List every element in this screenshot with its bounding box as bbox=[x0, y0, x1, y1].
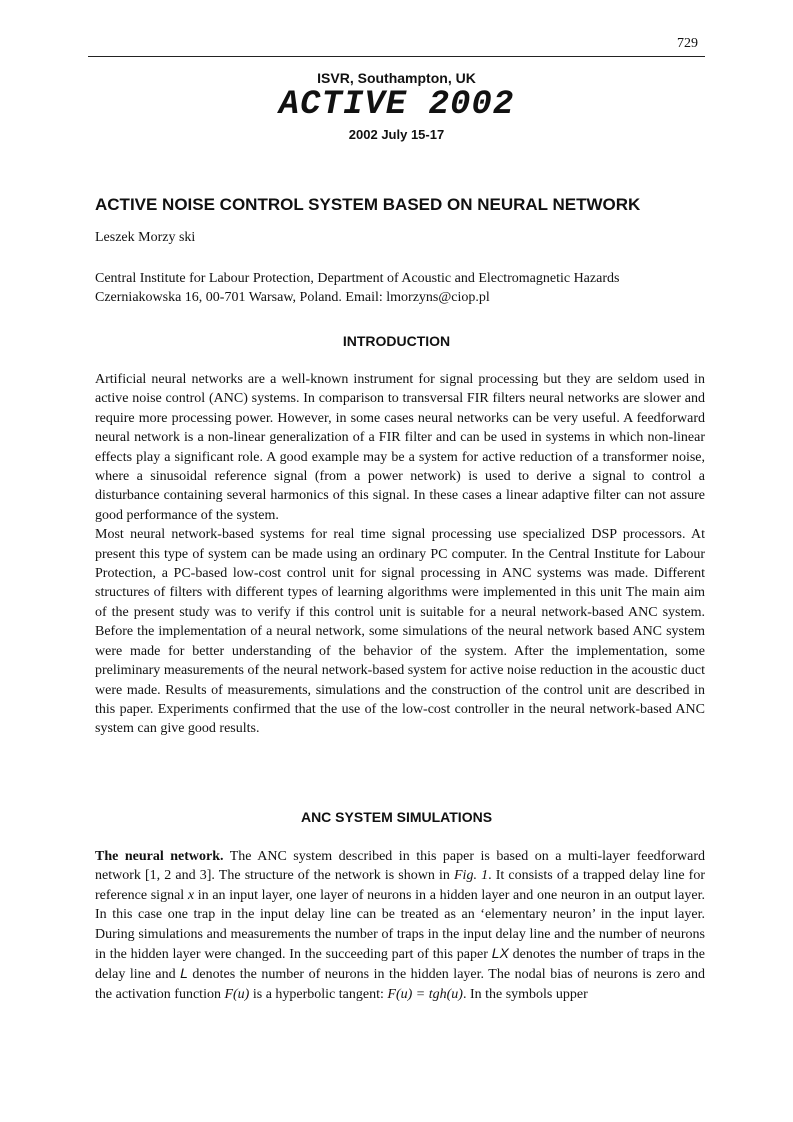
page-number: 729 bbox=[677, 36, 698, 51]
author-name: Leszek Morzy ski bbox=[95, 230, 196, 245]
run-in-heading: The neural network. bbox=[95, 849, 224, 864]
affiliation bbox=[95, 269, 705, 307]
conference-dates: 2002 July 15-17 bbox=[348, 127, 445, 142]
paper-title: ACTIVE NOISE CONTROL SYSTEM BASED ON NEURAL NETWORK bbox=[95, 195, 641, 214]
text-segment: in an input layer, one layer of neurons in a hidden layer and one neuron in an output layer. In this case one trap in the input delay line can be treated as an ‘elementary neuron’ in the input layer. During simulations and measurements the number of traps in the input delay line and the number of neurons in the hidden layer were changed. In the succeeding part of this paper bbox=[95, 887, 706, 963]
symbol-l: L bbox=[180, 965, 188, 982]
conference-name: ACTIVE 2002 bbox=[278, 86, 515, 124]
text-segment: denotes the number of neurons in the hidden layer. The nodal bias of neurons is zero and the activation function bbox=[95, 967, 705, 1002]
affiliation-line-1: Central Institute for Labour Protection, Department of Acoustic and Electromagnetic Hazards bbox=[95, 271, 620, 286]
text-segment: . In the symbols upper bbox=[462, 986, 588, 1002]
affiliation-line-2: Czerniakowska 16, 00-701 Warsaw, Poland. Email: lmorzyns@ciop.pl bbox=[95, 290, 490, 305]
header-rule bbox=[88, 56, 705, 57]
conference-venue: ISVR, Southampton, UK bbox=[317, 70, 476, 86]
simulations-paragraph bbox=[95, 847, 705, 1004]
section-heading-simulations: ANC SYSTEM SIMULATIONS bbox=[300, 809, 493, 825]
symbol-fu: F(u) bbox=[224, 986, 250, 1002]
introduction-body bbox=[95, 370, 705, 739]
simulations-body bbox=[95, 847, 705, 1004]
symbol-x: x bbox=[187, 887, 195, 903]
symbol-lx: LX bbox=[491, 945, 509, 962]
introduction-paragraph-2: Most neural network-based systems for real time signal processing use specialized DSP processors. At present this type of system can be made using an ordinary PC computer. In the Central Institute for Labour Protection, a PC-based low-cost control unit for signal processing in ANC systems was made. Different structures of filters with different types of learning algorithms were implemented in this unit The main aim of the present study was to verify if this control unit is suitable for a neural network-based ANC system. Before the implementation of a neural network, some simulations of the neural network based ANC system were made for better understanding of the behavior of the system. After the implementation, some preliminary measurements of the neural network-based system for active noise reduction in the acoustic duct were made. Results of measurements, simulations and the construction of the control unit are described in this paper. Experiments confirmed that the use of the low-cost controller in the neural network-based ANC system can give good results. bbox=[95, 527, 705, 737]
text-segment: . It consists of a trapped delay line for reference signal bbox=[95, 868, 705, 903]
text-segment: denotes the number of traps in the delay line and bbox=[95, 947, 705, 983]
figure-reference: Fig. 1 bbox=[454, 868, 489, 884]
text-segment: The ANC system described in this paper is based on a multi-layer feedforward network [1, 2 and 3]. The structure of the network is shown in bbox=[95, 849, 705, 884]
equation-inline: F(u) = tgh(u) bbox=[387, 986, 463, 1002]
introduction-paragraph-1: Artificial neural networks are a well-known instrument for signal processing but they are seldom used in active noise control (ANC) systems. In comparison to transversal FIR filters neural networks are slower and require more processing power. However, in some cases neural networks can be very useful. A feedforward neural network is a non-linear generalization of a FIR filter and can be used in systems in which non-linear effects play a significant role. A good example may be a system for active reduction of a transformer noise, where a sinusoidal reference signal (from a power network) is used to derive a signal to control a disturbance containing several harmonics of this signal. In these cases a linear adaptive filter can not assure good performance of the system. bbox=[95, 372, 705, 523]
section-heading-introduction: INTRODUCTION bbox=[342, 333, 451, 349]
text-segment: is a hyperbolic tangent: bbox=[249, 986, 388, 1002]
